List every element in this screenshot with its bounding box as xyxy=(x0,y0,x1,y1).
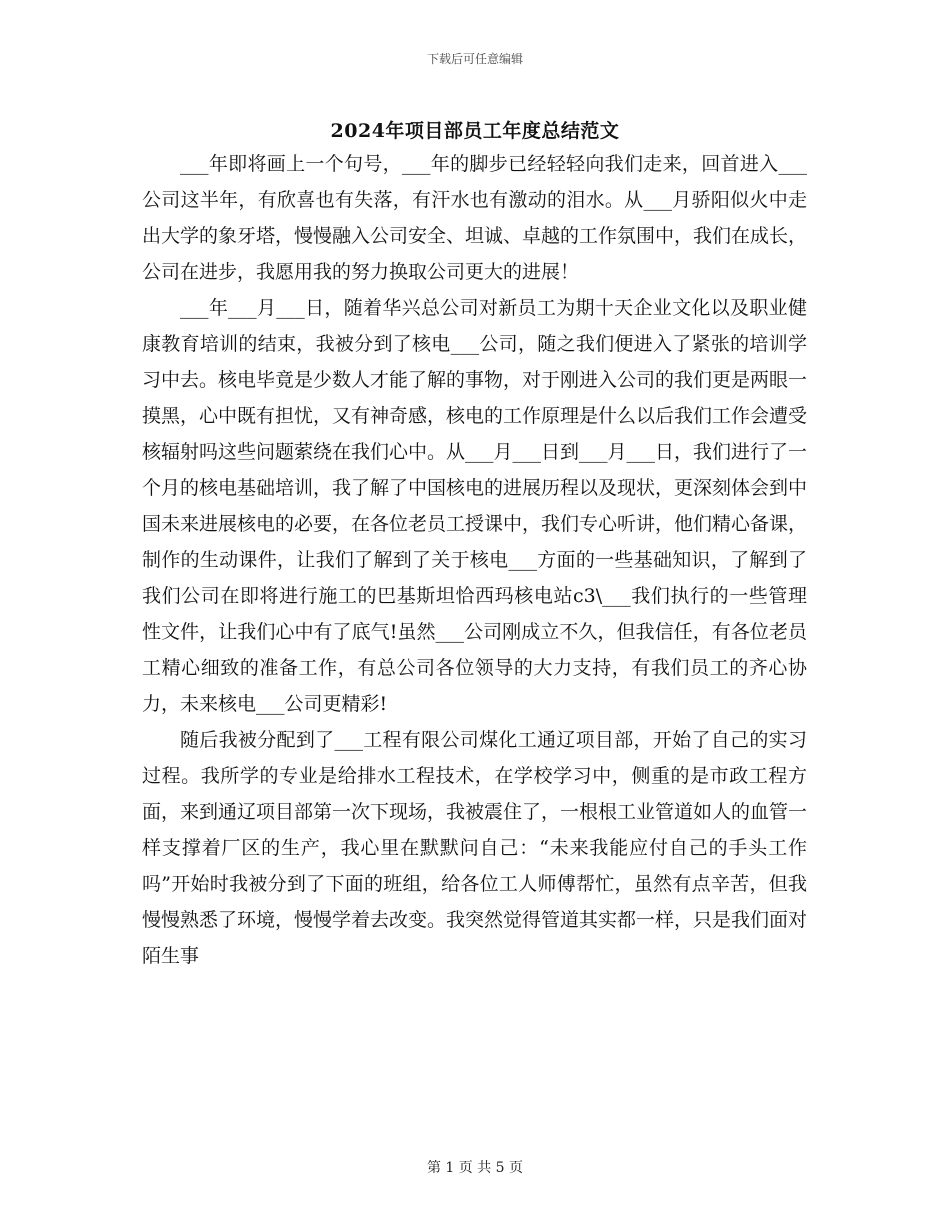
paragraph-2: ___年___月___日，随着华兴总公司对新员工为期十天企业文化以及职业健康教育培训的结束，我被分到了核电___公司，随之我们便进入了紧张的培训学习中去。核电毕竟是少数人才能了解的事物，对于刚进入公司的我们更是两眼一摸黑，心中既有担忧，又有神奇感，核电的工作原理是什么以后我们工作会遭受核辐射吗这些问题萦绕在我们心中。从___月___日到___月___日，我们进行了一个月的核电基础培训，我了解了中国核电的进展历程以及现状，更深刻体会到中国未来进展核电的必要，在各位老员工授课中，我们专心听讲，他们精心备课，制作的生动课件，让我们了解到了关于核电___方面的一些基础知识，了解到了我们公司在即将进行施工的巴基斯坦恰西玛核电站c3\___我们执行的一些管理性文件，让我们心中有了底气!虽然___公司刚成立不久，但我信任，有各位老员工精心细致的准备工作，有总公司各位领导的大力支持，有我们员工的齐心协力，未来核电___公司更精彩! xyxy=(142,297,808,715)
paragraph-3: 随后我被分配到了___工程有限公司煤化工通辽项目部，开始了自己的实习过程。我所学的专业是给排水工程技术，在学校学习中，侧重的是市政工程方面，来到通辽项目部第一次下现场，我被震住了，一根根工业管道如人的血管一样支撑着厂区的生产，我心里在默默问自己：“未来我能应付自己的手头工作吗”开始时我被分到了下面的班组，给各位工人师傅帮忙，虽然有点辛苦，但我慢慢熟悉了环境，慢慢学着去改变。我突然觉得管道其实都一样，只是我们面对陌生事 xyxy=(142,729,808,967)
page-number-footer: 第 1 页 共 5 页 xyxy=(426,1160,524,1176)
page-header-note: 下载后可任意编辑 xyxy=(426,52,523,66)
document-body xyxy=(142,146,807,974)
document-title: 2024年项目部员工年度总结范文 xyxy=(330,120,620,142)
paragraph-1: ___年即将画上一个句号，___年的脚步已经轻轻向我们走来，回首进入___公司这半年，有欣喜也有失落，有汗水也有激动的泪水。从___月骄阳似火中走出大学的象牙塔，慢慢融入公司安全、坦诚、卓越的工作氛围中，我们在成长，公司在进步，我愿用我的努力换取公司更大的进展！ xyxy=(142,153,808,283)
